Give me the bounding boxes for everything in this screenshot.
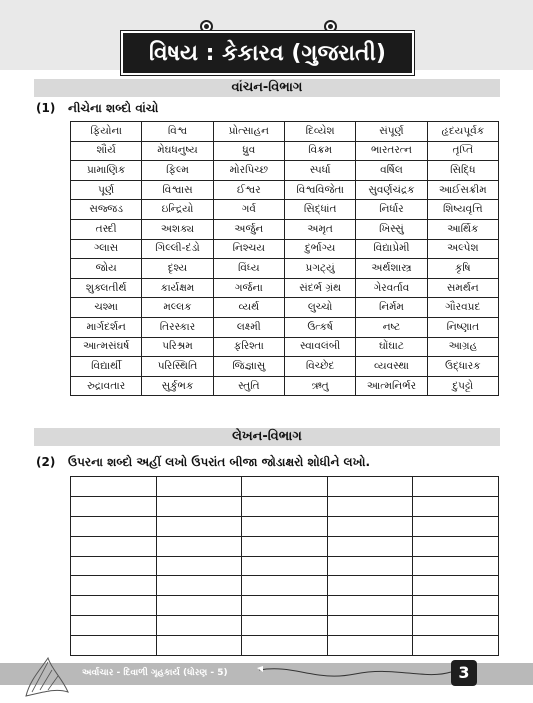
word-cell: માર્ગદર્શન xyxy=(71,317,142,337)
table-row xyxy=(71,141,499,161)
word-cell: શૌર્ય xyxy=(71,141,142,161)
blank-cell[interactable] xyxy=(71,516,157,536)
word-cell: ઘોંઘાટ xyxy=(356,337,427,357)
blank-cell[interactable] xyxy=(71,616,157,636)
table-row xyxy=(71,298,499,318)
blank-cell[interactable] xyxy=(413,576,499,596)
word-cell: સુર્કુભક xyxy=(142,376,213,396)
table-row xyxy=(71,239,499,259)
word-cell: આર્થિક xyxy=(427,219,498,239)
blank-cell[interactable] xyxy=(156,477,242,497)
word-cell: ભારતરત્ન xyxy=(356,141,427,161)
word-cell: ગિલ્લી-દંડો xyxy=(142,239,213,259)
table-row xyxy=(71,278,499,298)
table-row xyxy=(71,200,499,220)
word-cell: ધ્રુવ xyxy=(213,141,284,161)
word-cell: દુર્ભાગ્ય xyxy=(284,239,355,259)
word-cell: ખિસ્સું xyxy=(356,219,427,239)
word-cell: તસ્દી xyxy=(71,219,142,239)
word-cell: ઇન્દ્રિયો xyxy=(142,200,213,220)
word-cell: ગેરવર્તાવ xyxy=(356,278,427,298)
page-title: વિષય : કેકારવ (ગુજરાતી) xyxy=(123,33,412,73)
word-cell: કાર્યક્ષમ xyxy=(142,278,213,298)
table-row xyxy=(71,376,499,396)
blank-cell[interactable] xyxy=(327,496,413,516)
word-cell: ગ્લાસ xyxy=(71,239,142,259)
word-cell: વિશ્વવિજેતા xyxy=(284,180,355,200)
word-cell: વિદ્યાપ્રેમી xyxy=(356,239,427,259)
word-cell: આત્મનિર્ભર xyxy=(356,376,427,396)
blank-cell[interactable] xyxy=(242,556,328,576)
blank-cell[interactable] xyxy=(156,596,242,616)
table-row xyxy=(71,219,499,239)
word-cell: વ્યવસ્થા xyxy=(356,357,427,377)
table-row xyxy=(71,180,499,200)
word-cell: હૃદયપૂર્વક xyxy=(427,122,498,142)
writing-section-heading: લેખન-વિભાગ xyxy=(34,428,500,446)
table-row xyxy=(71,317,499,337)
word-cell: લુચ્ચો xyxy=(284,298,355,318)
word-cell: સ્પર્ધા xyxy=(284,161,355,181)
table-row xyxy=(71,161,499,181)
string-decoration-icon xyxy=(255,662,455,686)
word-cell: શિષ્યવૃત્તિ xyxy=(427,200,498,220)
word-cell: પ્રગટ્યું xyxy=(284,259,355,279)
word-cell: પ્રોત્સાહન xyxy=(213,122,284,142)
word-cell: સજ્જડ xyxy=(71,200,142,220)
word-cell: પ્રામાણિક xyxy=(71,161,142,181)
table-row xyxy=(71,357,499,377)
blank-cell[interactable] xyxy=(71,636,157,656)
blank-cell[interactable] xyxy=(156,516,242,536)
word-cell: સિદ્ધિ xyxy=(427,161,498,181)
word-cell: મલ્લક xyxy=(142,298,213,318)
blank-cell[interactable] xyxy=(327,616,413,636)
word-cell: ઋતુ xyxy=(284,376,355,396)
blank-cell[interactable] xyxy=(242,516,328,536)
word-cell: અમૃત xyxy=(284,219,355,239)
blank-row xyxy=(71,477,499,497)
blank-cell[interactable] xyxy=(413,556,499,576)
blank-cell[interactable] xyxy=(242,616,328,636)
blank-cell[interactable] xyxy=(71,536,157,556)
word-cell: નિર્મમ xyxy=(356,298,427,318)
word-cell: રુદ્રાવતાર xyxy=(71,376,142,396)
word-cell: વિશ્વ xyxy=(142,122,213,142)
word-cell: ફિયોના xyxy=(71,122,142,142)
word-cell: ગર્જના xyxy=(213,278,284,298)
word-cell: વર્ષિલ xyxy=(356,161,427,181)
blank-cell[interactable] xyxy=(327,477,413,497)
word-cell: આત્મસંઘર્ષ xyxy=(71,337,142,357)
word-cell: વિદ્યાર્થી xyxy=(71,357,142,377)
blank-cell[interactable] xyxy=(327,536,413,556)
binder-ring-icon xyxy=(200,20,213,33)
word-cell: ફરિશ્તા xyxy=(213,337,284,357)
word-cell: સંપૂર્ણ xyxy=(356,122,427,142)
blank-cell[interactable] xyxy=(71,576,157,596)
word-cell: ચશ્મા xyxy=(71,298,142,318)
blank-cell[interactable] xyxy=(156,496,242,516)
blank-cell[interactable] xyxy=(156,616,242,636)
blank-cell[interactable] xyxy=(327,556,413,576)
word-cell: મેઘધનુષ્ય xyxy=(142,141,213,161)
blank-cell[interactable] xyxy=(327,516,413,536)
word-cell: અલ્પેશ xyxy=(427,239,498,259)
blank-cell[interactable] xyxy=(413,636,499,656)
blank-cell[interactable] xyxy=(413,596,499,616)
question-1-number: (1) xyxy=(36,101,56,115)
word-cell: પરિશ્રમ xyxy=(142,337,213,357)
word-cell: સુવર્ણચંદ્રક xyxy=(356,180,427,200)
word-cell: દિવ્યેશ xyxy=(284,122,355,142)
word-cell: અર્થશાસ્ત્ર xyxy=(356,259,427,279)
word-cell: સંદર્ભ ગ્રંથ xyxy=(284,278,355,298)
word-cell: ગૌરવપ્રદ xyxy=(427,298,498,318)
word-cell: સ્વાવલંબી xyxy=(284,337,355,357)
table-row xyxy=(71,122,499,142)
word-cell: નષ્ટ xyxy=(356,317,427,337)
word-cell: જિજ્ઞાસુ xyxy=(213,357,284,377)
blank-cell[interactable] xyxy=(156,636,242,656)
word-cell: આગ્રહ xyxy=(427,337,498,357)
word-cell: સ્તુતિ xyxy=(213,376,284,396)
word-cell: વિંધ્ય xyxy=(213,259,284,279)
blank-row xyxy=(71,536,499,556)
word-cell: દુપટ્ટો xyxy=(427,376,498,396)
reading-section-heading: વાંચન-વિભાગ xyxy=(34,79,500,97)
blank-cell[interactable] xyxy=(71,477,157,497)
blank-cell[interactable] xyxy=(242,576,328,596)
word-cell: મોરપિચ્છ xyxy=(213,161,284,181)
footer-text: અર્વાચાર - દિવાળી ગૃહકાર્ય (ધોરણ - 5) xyxy=(82,668,228,678)
word-cell: અર્જુન xyxy=(213,219,284,239)
word-cell: ઉત્કર્ષ xyxy=(284,317,355,337)
word-cell: વિશ્વાસ xyxy=(142,180,213,200)
word-cell: તિરસ્કાર xyxy=(142,317,213,337)
question-2-text: ઉપરના શબ્દો અહીં લખો ઉપરાંત બીજા જોડાક્ષરો શોધીને લખો. xyxy=(68,455,371,469)
blank-cell[interactable] xyxy=(327,636,413,656)
word-cell: વ્યર્થ xyxy=(213,298,284,318)
page-number: 3 xyxy=(451,660,477,686)
blank-cell[interactable] xyxy=(327,596,413,616)
word-cell: નિર્ધાર xyxy=(356,200,427,220)
blank-row xyxy=(71,516,499,536)
word-cell: તૃપ્તિ xyxy=(427,141,498,161)
word-cell: દૃશ્ય xyxy=(142,259,213,279)
blank-cell[interactable] xyxy=(156,556,242,576)
blank-cell[interactable] xyxy=(413,536,499,556)
word-cell: કૃષિ xyxy=(427,259,498,279)
word-cell: ફિલ્મ xyxy=(142,161,213,181)
blank-cell[interactable] xyxy=(156,536,242,556)
blank-cell[interactable] xyxy=(327,576,413,596)
blank-row xyxy=(71,616,499,636)
blank-cell[interactable] xyxy=(413,516,499,536)
word-cell: અશક્ય xyxy=(142,219,213,239)
word-cell: શુક્લતીર્થ xyxy=(71,278,142,298)
word-cell: વિક્રમ xyxy=(284,141,355,161)
word-cell: નિષ્ણાત xyxy=(427,317,498,337)
word-cell: સમર્થન xyxy=(427,278,498,298)
word-cell: પૂર્ણ xyxy=(71,180,142,200)
blank-cell[interactable] xyxy=(242,636,328,656)
blank-cell[interactable] xyxy=(413,477,499,497)
word-cell: ગર્વ xyxy=(213,200,284,220)
leaf-decoration-icon xyxy=(18,652,74,698)
blank-cell[interactable] xyxy=(71,496,157,516)
word-cell: સિદ્ધાંત xyxy=(284,200,355,220)
blank-row xyxy=(71,496,499,516)
table-row xyxy=(71,337,499,357)
blank-cell[interactable] xyxy=(71,596,157,616)
word-cell: ઈશ્વર xyxy=(213,180,284,200)
blank-row xyxy=(71,636,499,656)
words-table xyxy=(70,121,499,396)
word-cell: વિચ્છેદ xyxy=(284,357,355,377)
blank-cell[interactable] xyxy=(71,556,157,576)
blank-cell[interactable] xyxy=(413,616,499,636)
word-cell: આઈસક્રીમ xyxy=(427,180,498,200)
blank-cell[interactable] xyxy=(242,477,328,497)
blank-cell[interactable] xyxy=(242,536,328,556)
blank-cell[interactable] xyxy=(242,596,328,616)
word-cell: નિશ્ચય xyxy=(213,239,284,259)
word-cell: ઉદ્ધારક xyxy=(427,357,498,377)
binder-ring-icon xyxy=(324,20,337,33)
blank-row xyxy=(71,576,499,596)
blank-row xyxy=(71,596,499,616)
word-cell: જોય xyxy=(71,259,142,279)
question-1-text: નીચેના શબ્દો વાંચો xyxy=(68,101,159,115)
blank-cell[interactable] xyxy=(413,496,499,516)
word-cell: પરિસ્થિતિ xyxy=(142,357,213,377)
writing-grid[interactable] xyxy=(70,476,499,656)
question-2-number: (2) xyxy=(36,455,56,469)
table-row xyxy=(71,259,499,279)
blank-cell[interactable] xyxy=(156,576,242,596)
blank-row xyxy=(71,556,499,576)
blank-cell[interactable] xyxy=(242,496,328,516)
word-cell: લક્ષ્મી xyxy=(213,317,284,337)
